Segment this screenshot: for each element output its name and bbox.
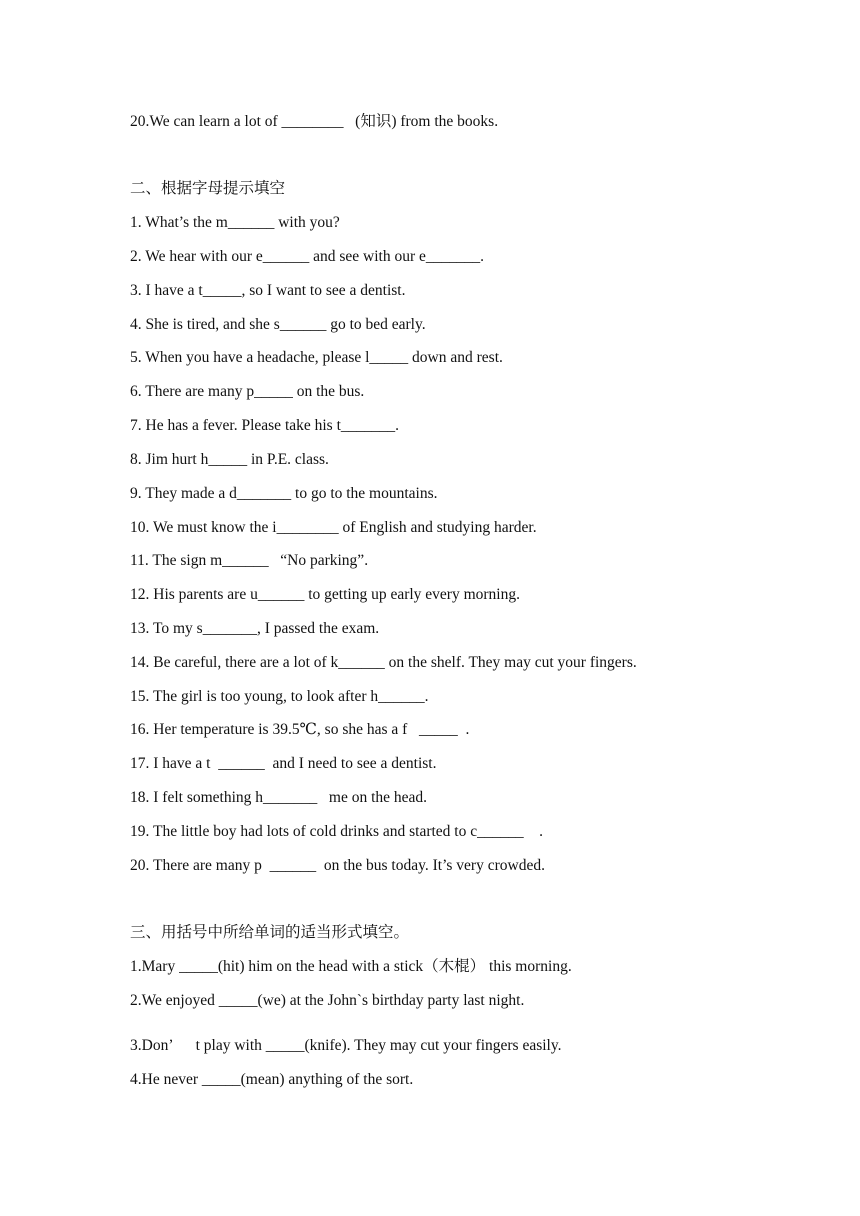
section-3-item-3: 3.Don’ t play with _____(knife). They may cut your fingers easily. (130, 1037, 562, 1054)
section-2-item-6: 6. There are many p_____ on the bus. (130, 383, 365, 400)
section-2-item-20: 20. There are many p ______ on the bus today. It’s very crowded. (130, 857, 545, 874)
question-20-knowledge: 20.We can learn a lot of ________ (知识) from the books. (130, 113, 499, 130)
section-2-item-4: 4. She is tired, and she s______ go to bed early. (130, 316, 426, 333)
section-3-item-2: 2.We enjoyed _____(we) at the John`s birthday party last night. (130, 992, 525, 1009)
section-2-item-19: 19. The little boy had lots of cold drinks and started to c______ . (130, 823, 543, 840)
section-3-heading: 三、用括号中所给单词的适当形式填空。 (130, 924, 410, 941)
section-2-item-12: 12. His parents are u______ to getting up early every morning. (130, 586, 520, 603)
section-2-item-14: 14. Be careful, there are a lot of k______ on the shelf. They may cut your fingers. (130, 654, 637, 671)
section-2-item-17: 17. I have a t ______ and I need to see a dentist. (130, 755, 437, 772)
section-2-item-18: 18. I felt something h_______ me on the head. (130, 789, 428, 806)
section-2-item-7: 7. He has a fever. Please take his t_______. (130, 417, 400, 434)
section-2-item-9: 9. They made a d_______ to go to the mountains. (130, 485, 438, 502)
section-2-item-15: 15. The girl is too young, to look after h______. (130, 688, 429, 705)
section-2-item-11: 11. The sign m______ “No parking”. (130, 552, 369, 569)
section-2-item-5: 5. When you have a headache, please l_____ down and rest. (130, 349, 503, 366)
section-2-item-8: 8. Jim hurt h_____ in P.E. class. (130, 451, 329, 468)
section-2-heading: 二、根据字母提示填空 (130, 180, 286, 197)
section-2-item-10: 10. We must know the i________ of English and studying harder. (130, 519, 537, 536)
section-2-item-1: 1. What’s the m______ with you? (130, 214, 340, 231)
section-3-item-1: 1.Mary _____(hit) him on the head with a stick（木棍） this morning. (130, 958, 572, 975)
section-2-item-13: 13. To my s_______, I passed the exam. (130, 620, 380, 637)
section-2-item-16: 16. Her temperature is 39.5℃, so she has a f _____ . (130, 721, 470, 738)
section-2-item-2: 2. We hear with our e______ and see with our e_______. (130, 248, 485, 265)
section-3-item-4: 4.He never _____(mean) anything of the sort. (130, 1071, 414, 1088)
section-2-item-3: 3. I have a t_____, so I want to see a dentist. (130, 282, 406, 299)
